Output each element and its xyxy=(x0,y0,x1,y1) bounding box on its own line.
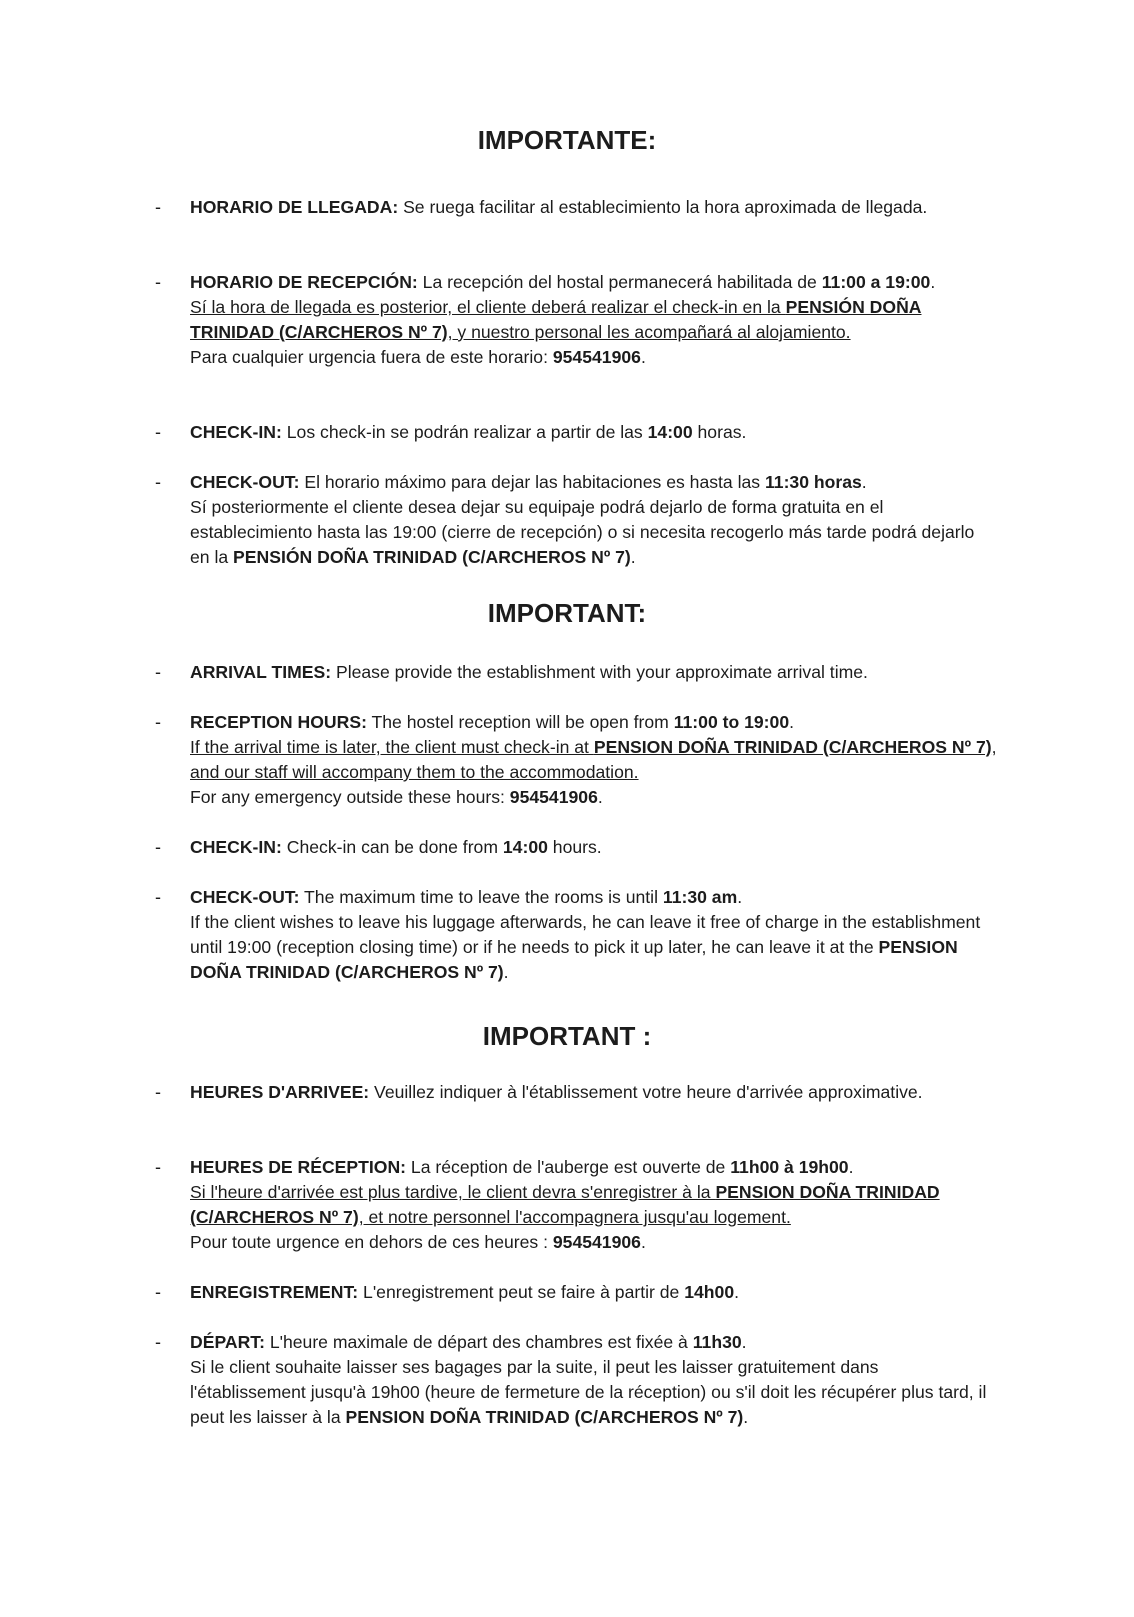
bullet: - xyxy=(155,1157,161,1177)
item-label: RECEPTION HOURS: xyxy=(190,712,367,732)
emergency-note: For any emergency outside these hours: 954541906. xyxy=(190,787,603,807)
section-title-es: IMPORTANTE: xyxy=(477,125,657,155)
phone-number: 954541906 xyxy=(552,1232,641,1252)
section-title-fr: IMPORTANT : xyxy=(482,1021,652,1051)
item-label: CHECK-OUT: xyxy=(190,887,300,907)
bullet: - xyxy=(155,712,161,732)
item-label: HEURES D'ARRIVEE: xyxy=(190,1082,370,1102)
bullet: - xyxy=(155,472,161,492)
emergency-note: Pour toute urgence en dehors de ces heures : 954541906. xyxy=(190,1232,646,1252)
item-label: CHECK-OUT: xyxy=(190,472,300,492)
late-arrival-note: Si l'heure d'arrivée est plus tardive, le client devra s'enregistrer à la PENSION DOÑA TRINIDAD (C/ARCHEROS Nº 7), et notre personnel l'accompagnera jusqu'au logement. xyxy=(190,1182,940,1227)
late-arrival-note: If the arrival time is later, the client must check-in at PENSION DOÑA TRINIDAD (C/ARCHEROS Nº 7), and our staff will accompany them to the accommodation. xyxy=(190,737,997,782)
bullet: - xyxy=(155,1282,161,1302)
bullet: - xyxy=(155,1082,161,1102)
item-label: CHECK-IN: xyxy=(190,837,282,857)
bullet: - xyxy=(155,837,161,857)
item-label: HORARIO DE RECEPCIÓN: xyxy=(190,272,418,292)
bullet: - xyxy=(155,197,161,217)
document-page: IMPORTANTE: - HORARIO DE LLEGADA: Se ruega facilitar al establecimiento la hora aproximada de llegada. - HORARIO DE RECEPCIÓN: La recepción del hostal permanecerá habilitada de 11:00 a 19:00. Sí la hora de llegada es posterior, el cliente deberá realizar el check-in en la PENSIÓN DOÑA TRINIDAD (C/ARCHEROS Nº 7), y nuestro personal les acompañará al alojamiento. Para cualquier urgencia fuera de este horario: 954541906. - CHECK-IN: Los check-in se podrán realizar a partir de las 14:00 horas. - CHECK-OUT: El horario máximo para dejar las habitaciones es hasta las 11:30 horas. Sí posteriormente el cliente desea dejar su equipaje podrá dejarlo de forma gratuita en el establecimiento hasta las 19:00 (cierre de recepción) o si necesita recogerlo más tarde podrá dejarlo en la PENSIÓN DOÑA TRINIDAD (C/ARCHEROS Nº 7). IMPORTANT: - ARRIVAL TIMES: Please provide the establishment with your approximate arrival time. - RECEPTION HOURS: The hostel reception will be open from 11:00 to 19:00. If the arrival time is later, the client must check-in at PENSION DOÑA TRINIDAD (C/ARCHEROS Nº 7), and our staff will accompany them to the accommodation. For any emergency outside these hours: 954541906. - CHECK-IN: Check-in can be done from 14:00 hours. - CHECK-OUT: The maximum time to leave the rooms is until 11:30 am. If the client wishes to leave his luggage afterwards, he can leave it free of charge in the establishment until 19:00 (reception closing time) or if he needs to pick it up later, he can leave it at the PENSION DOÑA TRINIDAD (C/ARCHEROS Nº 7). IMPORTANT : - HEURES D'ARRIVEE: Veuillez indiquer à l'établissement votre heure d'arrivée approximative. - HEURES DE RÉCEPTION: La réception de l'auberge est ouverte de 11h00 à 19h00. Si l'heure d'arrivée est plus tardive, le client devra s'enregistrer à la PENSION DOÑA TRINIDAD (C/ARCHEROS Nº 7), et notre personnel l'accompagnera jusqu'au logement. Pour toute urgence en dehors de ces heures : 954541906. - ENREGISTREMENT: L'enregistrement peut se faire à partir de 14h00. - DÉPART: L'heure maximale de départ des chambres est fixée à 11h30. Si le client souhaite laisser ses bagages par la suite, il peut les laisser gratuitement dans l'établissement jusqu'à 19h00 (heure de fermeture de la réception) ou s'il doit les récupérer plus tard, il peut les laisser à la PENSION DOÑA TRINIDAD (C/ARCHEROS Nº 7). xyxy=(0,0,1134,1617)
item-label: ARRIVAL TIMES: xyxy=(190,662,332,682)
phone-number: 954541906 xyxy=(552,347,641,367)
late-arrival-note: Sí la hora de llegada es posterior, el cliente deberá realizar el check-in en la PENSIÓN DOÑA TRINIDAD (C/ARCHEROS Nº 7), y nuestro personal les acompañará al alojamiento. xyxy=(190,297,922,342)
bullet: - xyxy=(155,422,161,442)
phone-number: 954541906 xyxy=(509,787,598,807)
item-label: ENREGISTREMENT: xyxy=(190,1282,359,1302)
bullet: - xyxy=(155,887,161,907)
item-label: HORARIO DE LLEGADA: xyxy=(190,197,399,217)
bullet: - xyxy=(155,662,161,682)
emergency-note: Para cualquier urgencia fuera de este horario: 954541906. xyxy=(190,347,646,367)
bullet: - xyxy=(155,1332,161,1352)
section-title-en: IMPORTANT: xyxy=(487,598,647,628)
item-label: CHECK-IN: xyxy=(190,422,282,442)
item-label: HEURES DE RÉCEPTION: xyxy=(190,1157,407,1177)
bullet: - xyxy=(155,272,161,292)
item-label: DÉPART: xyxy=(190,1332,265,1352)
